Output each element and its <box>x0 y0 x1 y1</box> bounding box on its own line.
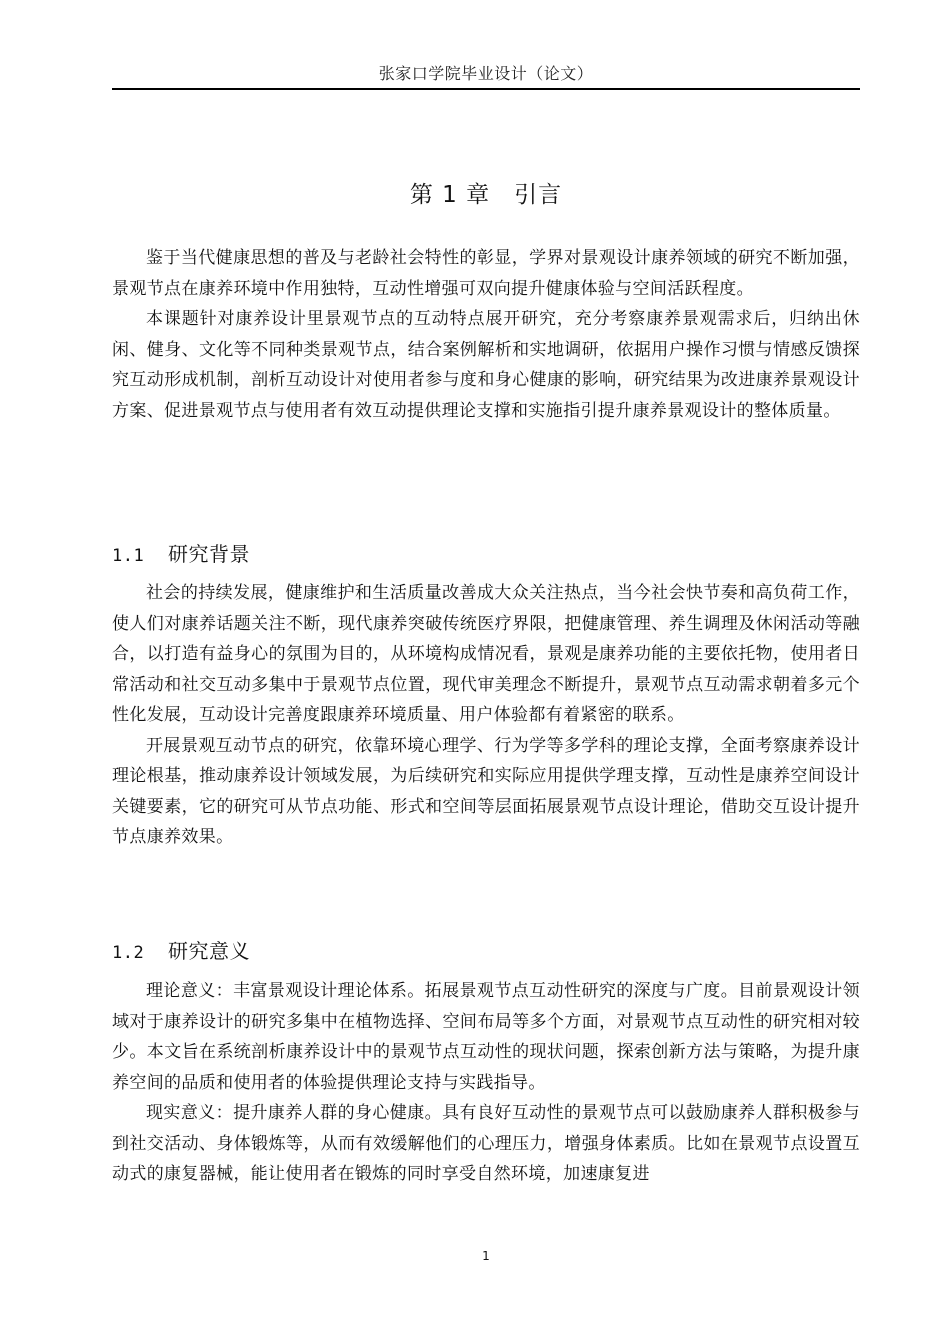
section-heading-1-1 <box>112 540 860 570</box>
intro-body <box>112 243 860 426</box>
section-1-2-paragraph-2: 现实意义：提升康养人群的身心健康。具有良好互动性的景观节点可以鼓励康养人群积极参与到社交活动、身体锻炼等，从而有效缓解他们的心理压力，增强身体素质。比如在景观节点设置互动式的康复器械，能让使用者在锻炼的同时享受自然环境，加速康复进 <box>112 1103 860 1184</box>
section-number: 1.1 <box>112 546 145 566</box>
section-1-1-body <box>112 578 860 853</box>
running-header: 张家口学院毕业设计（论文） <box>378 64 594 83</box>
intro-paragraph-1: 鉴于当代健康思想的普及与老龄社会特性的彰显，学界对景观设计康养领域的研究不断加强，景观节点在康养环境中作用独特，互动性增强可双向提升健康体验与空间活跃程度。 <box>112 248 860 299</box>
section-1-1-paragraph-1: 社会的持续发展，健康维护和生活质量改善成大众关注热点，当今社会快节奏和高负荷工作，使人们对康养话题关注不断，现代康养突破传统医疗界限，把健康管理、养生调理及休闲活动等融合，以打造有益身心的氛围为目的，从环境构成情况看，景观是康养功能的主要依托物，使用者日常活动和社交互动多集中于景观节点位置，现代审美理念不断提升，景观节点互动需求朝着多元个性化发展，互动设计完善度跟康养环境质量、用户体验都有着紧密的联系。 <box>112 583 860 725</box>
page-number: 1 <box>482 1249 490 1263</box>
section-1-2-body <box>112 976 860 1190</box>
section-1-2-paragraph-1: 理论意义：丰富景观设计理论体系。拓展景观节点互动性研究的深度与广度。目前景观设计领域对于康养设计的研究多集中在植物选择、空间布局等多个方面，对景观节点互动性的研究相对较少。本文旨在系统剖析康养设计中的景观节点互动性的现状问题，探索创新方法与策略，为提升康养空间的品质和使用者的体验提供理论支持与实践指导。 <box>112 981 860 1093</box>
section-number: 1.2 <box>112 943 145 963</box>
section-1-1-paragraph-2: 开展景观互动节点的研究，依靠环境心理学、行为学等多学科的理论支撑，全面考察康养设计理论根基，推动康养设计领域发展，为后续研究和实际应用提供学理支撑，互动性是康养空间设计关键要素，它的研究可从节点功能、形式和空间等层面拓展景观节点设计理论，借助交互设计提升节点康养效果。 <box>112 735 860 847</box>
section-title: 研究背景 <box>168 542 250 566</box>
section-heading-1-2 <box>112 937 860 967</box>
chapter-title: 第 1 章 引言 <box>409 182 563 208</box>
section-title: 研究意义 <box>168 939 250 963</box>
header-rule <box>112 88 860 90</box>
intro-paragraph-2: 本课题针对康养设计里景观节点的互动特点展开研究，充分考察康养景观需求后，归纳出休闲、健身、文化等不同种类景观节点，结合案例解析和实地调研，依据用户操作习惯与情感反馈探究互动形成机制，剖析互动设计对使用者参与度和身心健康的影响，研究结果为改进康养景观设计方案、促进景观节点与使用者有效互动提供理论支撑和实施指引提升康养景观设计的整体质量。 <box>112 309 860 421</box>
